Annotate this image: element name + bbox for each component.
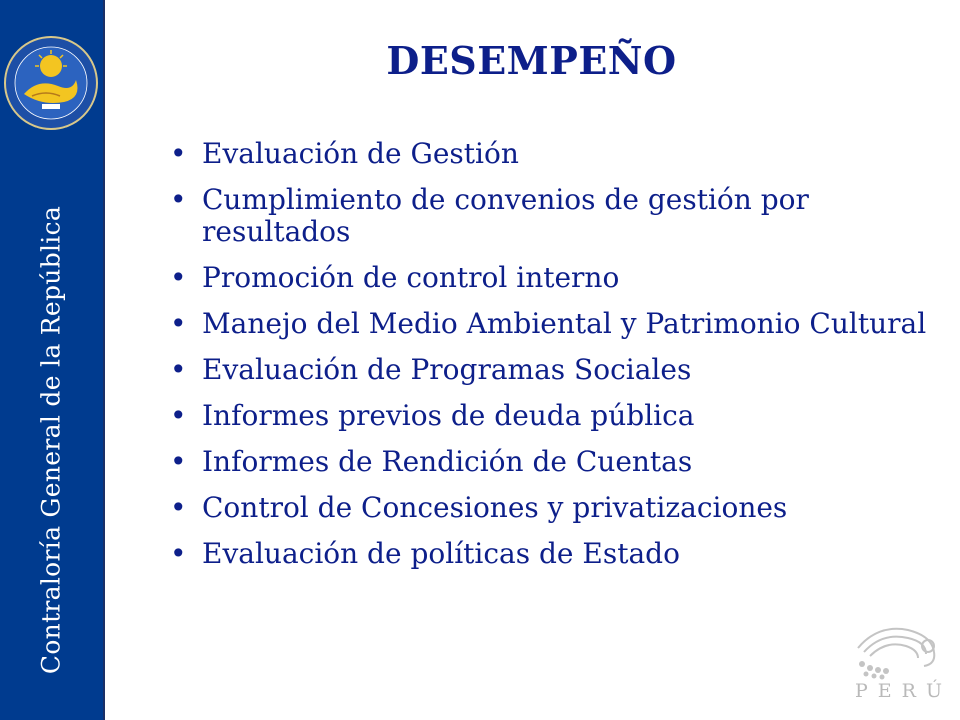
- bullet-list: [168, 138, 928, 584]
- sidebar: [0, 0, 105, 720]
- peru-brand-text: PERÚ: [855, 680, 952, 702]
- slide-title: DESEMPEÑO: [386, 38, 677, 83]
- bullet-item: • Manejo del Medio Ambiental y Patrimonio Cultural: [168, 308, 928, 340]
- bullet-item: • Cumplimiento de convenios de gestión por resultados: [168, 184, 928, 248]
- bullet-item: • Evaluación de políticas de Estado: [168, 538, 928, 570]
- bullet-item: • Informes de Rendición de Cuentas: [168, 446, 928, 478]
- sidebar-vertical-title: Contraloría General de la República: [36, 205, 66, 675]
- bullet-item: • Evaluación de Gestión: [168, 138, 928, 170]
- bullet-item: • Informes previos de deuda pública: [168, 400, 928, 432]
- contraloria-seal-icon: [2, 28, 100, 138]
- bullet-item: • Control de Concesiones y privatizaciones: [168, 492, 928, 524]
- bullet-item: • Promoción de control interno: [168, 262, 928, 294]
- bullet-item: • Evaluación de Programas Sociales: [168, 354, 928, 386]
